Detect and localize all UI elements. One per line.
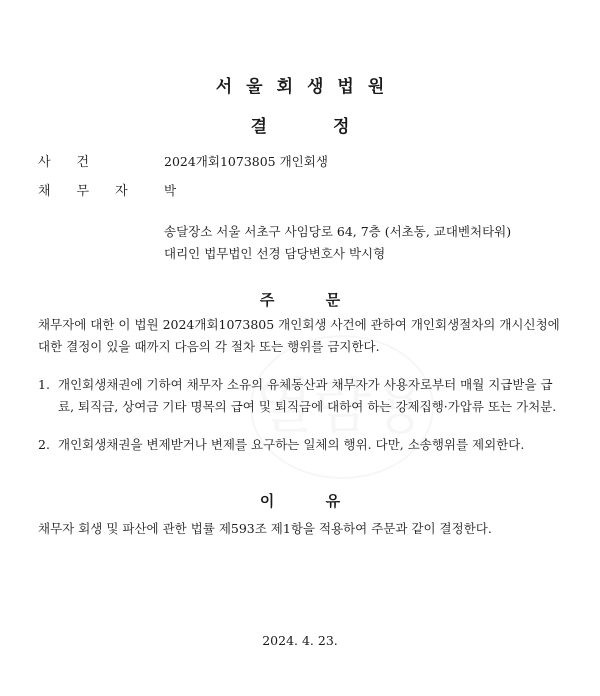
reason-text: 채무자 회생 및 파산에 관한 법률 제593조 제1항을 적용하여 주문과 같이 결정한다. [38,521,492,536]
case-label: 사건 [38,155,116,170]
legal-agent: 대리인 법무법인 선경 담당변호사 박시형 [164,246,386,261]
debtor-name: 박 [164,183,177,198]
order-heading: 주 문 [259,291,341,309]
reason-heading: 이 유 [259,492,341,510]
service-address: 송달장소 서울 서초구 사임당로 64, 7층 (서초동, 교대벤처타워) [164,224,512,239]
case-number: 2024개회1073805 개인회생 [164,154,328,169]
decision-date: 2024. 4. 23. [262,633,338,648]
order-item-number: 2. [38,437,50,452]
document-title: 결 정 [250,117,350,137]
order-item-text: 개인회생채권을 변제받거나 변제를 요구하는 일체의 행위. 다만, 소송행위를 제외한다. [58,437,525,452]
debtor-label: 채무자 [38,184,154,199]
order-item-text: 개인회생채권에 기하여 채무자 소유의 유체동산과 채무자가 사용자로부터 매월 지급받을 급료, 퇴직금, 상여금 기타 명목의 급여 및 퇴직금에 대하여 하는 강제집행·가압류 또는 가처분. [58,377,557,414]
order-intro: 채무자에 대한 이 법원 2024개회1073805 개인회생 사건에 관하여 개인회생절차의 개시신청에 대한 결정이 있을 때까지 다음의 각 절차 또는 행위를 금지한다. [38,317,560,354]
order-item-number: 1. [38,377,50,392]
court-name: 서울회생법원 [215,77,399,97]
